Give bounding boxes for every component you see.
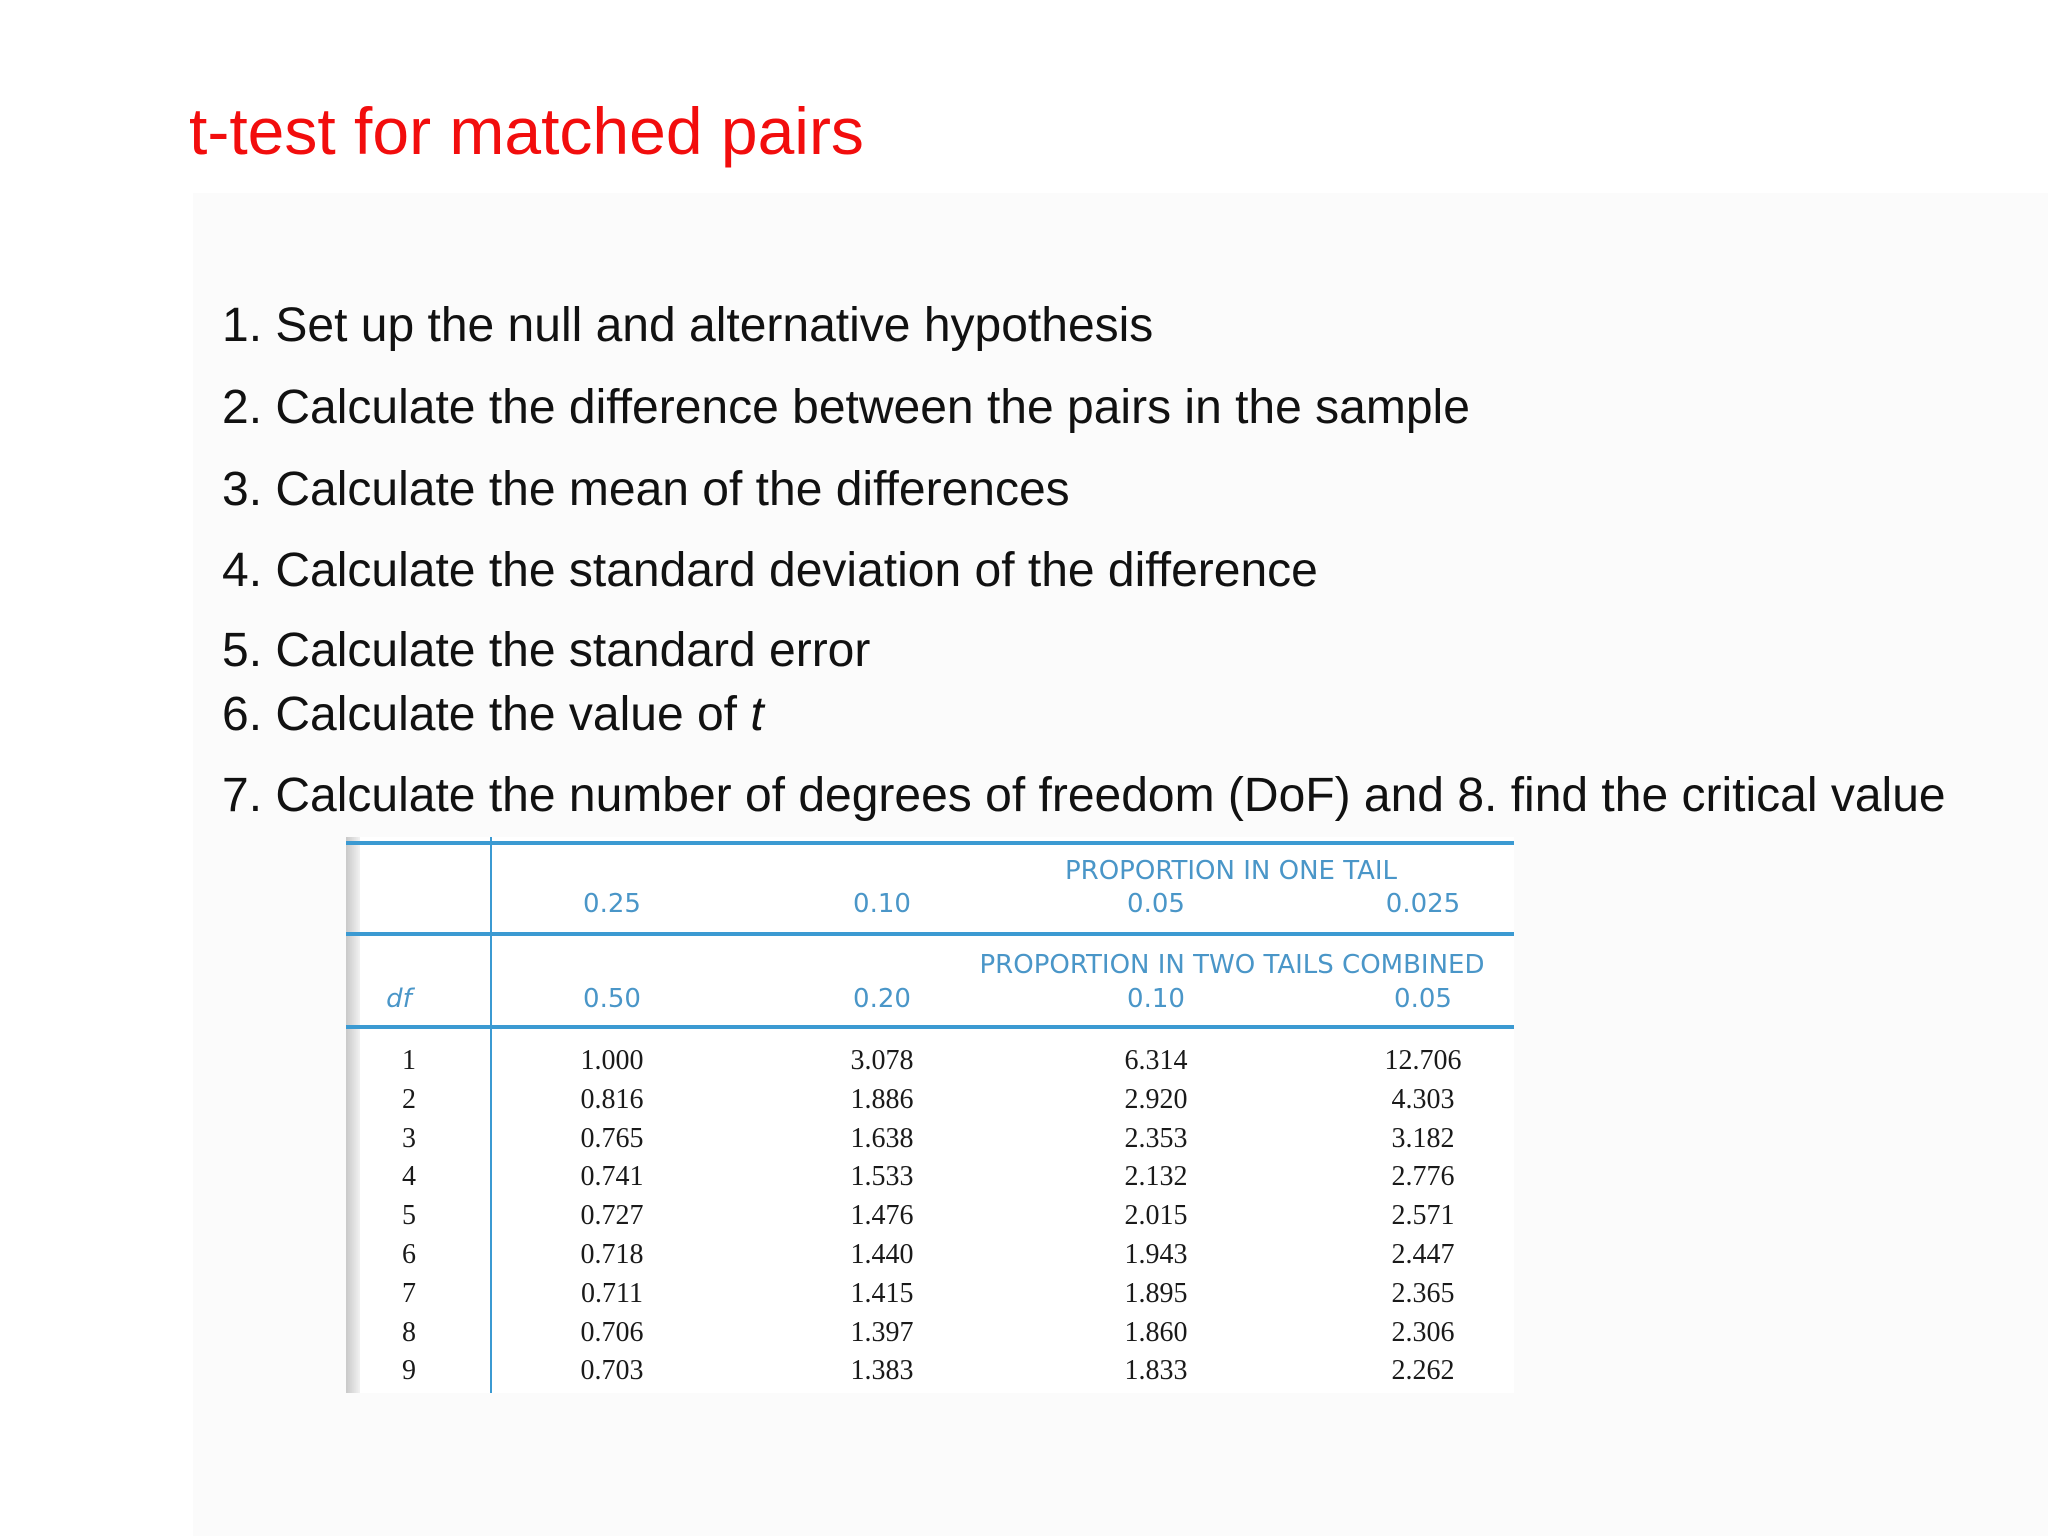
table-rule-header-bottom	[346, 1025, 1514, 1029]
critical-value-cell: 3.182	[1391, 1122, 1455, 1154]
table-rule-top	[346, 841, 1514, 845]
step-number: 5.	[222, 624, 263, 677]
critical-value-cell: 6.314	[1124, 1045, 1188, 1076]
step-text: Calculate the standard error	[275, 624, 871, 677]
critical-value-cell: 1.833	[1124, 1355, 1188, 1387]
two-tails-col-1: 0.50	[583, 984, 641, 1014]
page-edge-shadow	[346, 837, 360, 1393]
step-text: Set up the null and alternative hypothesis	[275, 299, 1154, 352]
critical-value-cell: 1.895	[1124, 1277, 1188, 1309]
critical-value-cell: 0.718	[580, 1239, 644, 1270]
step-5	[222, 622, 870, 680]
critical-value-cell: 0.711	[581, 1277, 643, 1309]
critical-value-cell: 1.886	[850, 1083, 914, 1115]
step-7	[222, 767, 1946, 825]
two-tails-header: PROPORTION IN TWO TAILS COMBINED	[979, 950, 1485, 980]
critical-value-cell: 1.943	[1124, 1239, 1188, 1270]
one-tail-header: PROPORTION IN ONE TAIL	[1064, 856, 1398, 886]
critical-value-cell: 2.571	[1391, 1200, 1455, 1232]
step-number: 1.	[222, 299, 263, 352]
df-header: df	[386, 984, 412, 1014]
step-1	[222, 297, 1153, 355]
step-number: 2.	[222, 381, 263, 434]
critical-value-cell: 2.920	[1124, 1083, 1188, 1115]
critical-value-cell: 0.816	[580, 1083, 644, 1115]
critical-value-cell: 0.706	[580, 1316, 644, 1348]
critical-value-cell: 1.415	[850, 1277, 914, 1309]
step-text: Calculate the standard deviation of the difference	[275, 544, 1318, 597]
one-tail-col-2: 0.10	[853, 889, 911, 919]
df-cell: 1	[402, 1045, 416, 1076]
critical-value-cell: 0.727	[580, 1200, 644, 1232]
step-text: Calculate the value of	[275, 688, 751, 741]
critical-value-cell: 1.000	[580, 1045, 644, 1076]
critical-value-cell: 1.397	[850, 1316, 914, 1348]
critical-value-cell: 2.365	[1391, 1277, 1455, 1309]
step-6	[222, 686, 764, 744]
df-cell: 2	[402, 1083, 416, 1115]
critical-value-cell: 1.860	[1124, 1316, 1188, 1348]
critical-value-cell: 3.078	[850, 1045, 914, 1076]
step-number: 7.	[222, 769, 263, 822]
critical-value-cell: 0.741	[580, 1161, 644, 1193]
step-4	[222, 542, 1318, 600]
two-tails-col-2: 0.20	[853, 984, 911, 1014]
step-2	[222, 379, 1470, 437]
df-cell: 7	[402, 1277, 416, 1309]
df-cell: 6	[402, 1239, 416, 1270]
two-tails-col-4: 0.05	[1394, 984, 1452, 1014]
critical-value-cell: 2.132	[1124, 1161, 1188, 1193]
step-number: 4.	[222, 544, 263, 597]
critical-value-cell: 1.476	[850, 1200, 914, 1232]
critical-value-cell: 1.638	[850, 1122, 914, 1154]
one-tail-col-3: 0.05	[1127, 889, 1185, 919]
critical-value-cell: 2.262	[1391, 1355, 1455, 1387]
df-cell: 4	[402, 1161, 416, 1193]
one-tail-col-4: 0.025	[1385, 889, 1461, 919]
table-rule-middle	[346, 932, 1514, 936]
step-number: 3.	[222, 463, 263, 516]
critical-value-cell: 2.015	[1124, 1200, 1188, 1232]
one-tail-col-1: 0.25	[583, 889, 641, 919]
critical-value-cell: 2.776	[1391, 1161, 1455, 1193]
t-distribution-table	[346, 837, 1514, 1393]
critical-value-cell: 0.703	[580, 1355, 644, 1387]
table-df-divider	[490, 837, 492, 1393]
critical-value-cell: 12.706	[1384, 1045, 1462, 1076]
critical-value-cell: 1.533	[850, 1161, 914, 1193]
df-cell: 5	[402, 1200, 416, 1232]
step-text: Calculate the difference between the pairs in the sample	[275, 381, 1470, 434]
critical-value-cell: 2.353	[1124, 1122, 1188, 1154]
critical-value-cell: 2.447	[1391, 1239, 1455, 1270]
critical-value-cell: 1.383	[850, 1355, 914, 1387]
two-tails-col-3: 0.10	[1127, 984, 1185, 1014]
step-text: Calculate the mean of the differences	[275, 463, 1070, 516]
critical-value-cell: 0.765	[580, 1122, 644, 1154]
critical-value-cell: 2.306	[1391, 1316, 1455, 1348]
step-italic-t: t	[750, 688, 764, 741]
df-cell: 8	[402, 1316, 416, 1348]
step-3	[222, 461, 1070, 519]
step-text: Calculate the number of degrees of freedom (DoF) and 8. find the critical value	[275, 769, 1946, 822]
critical-value-cell: 1.440	[850, 1239, 914, 1270]
slide-title: t-test for matched pairs	[189, 94, 864, 168]
critical-value-cell: 4.303	[1391, 1083, 1455, 1115]
step-number: 6.	[222, 688, 263, 741]
df-cell: 9	[402, 1355, 416, 1387]
df-cell: 3	[402, 1122, 416, 1154]
